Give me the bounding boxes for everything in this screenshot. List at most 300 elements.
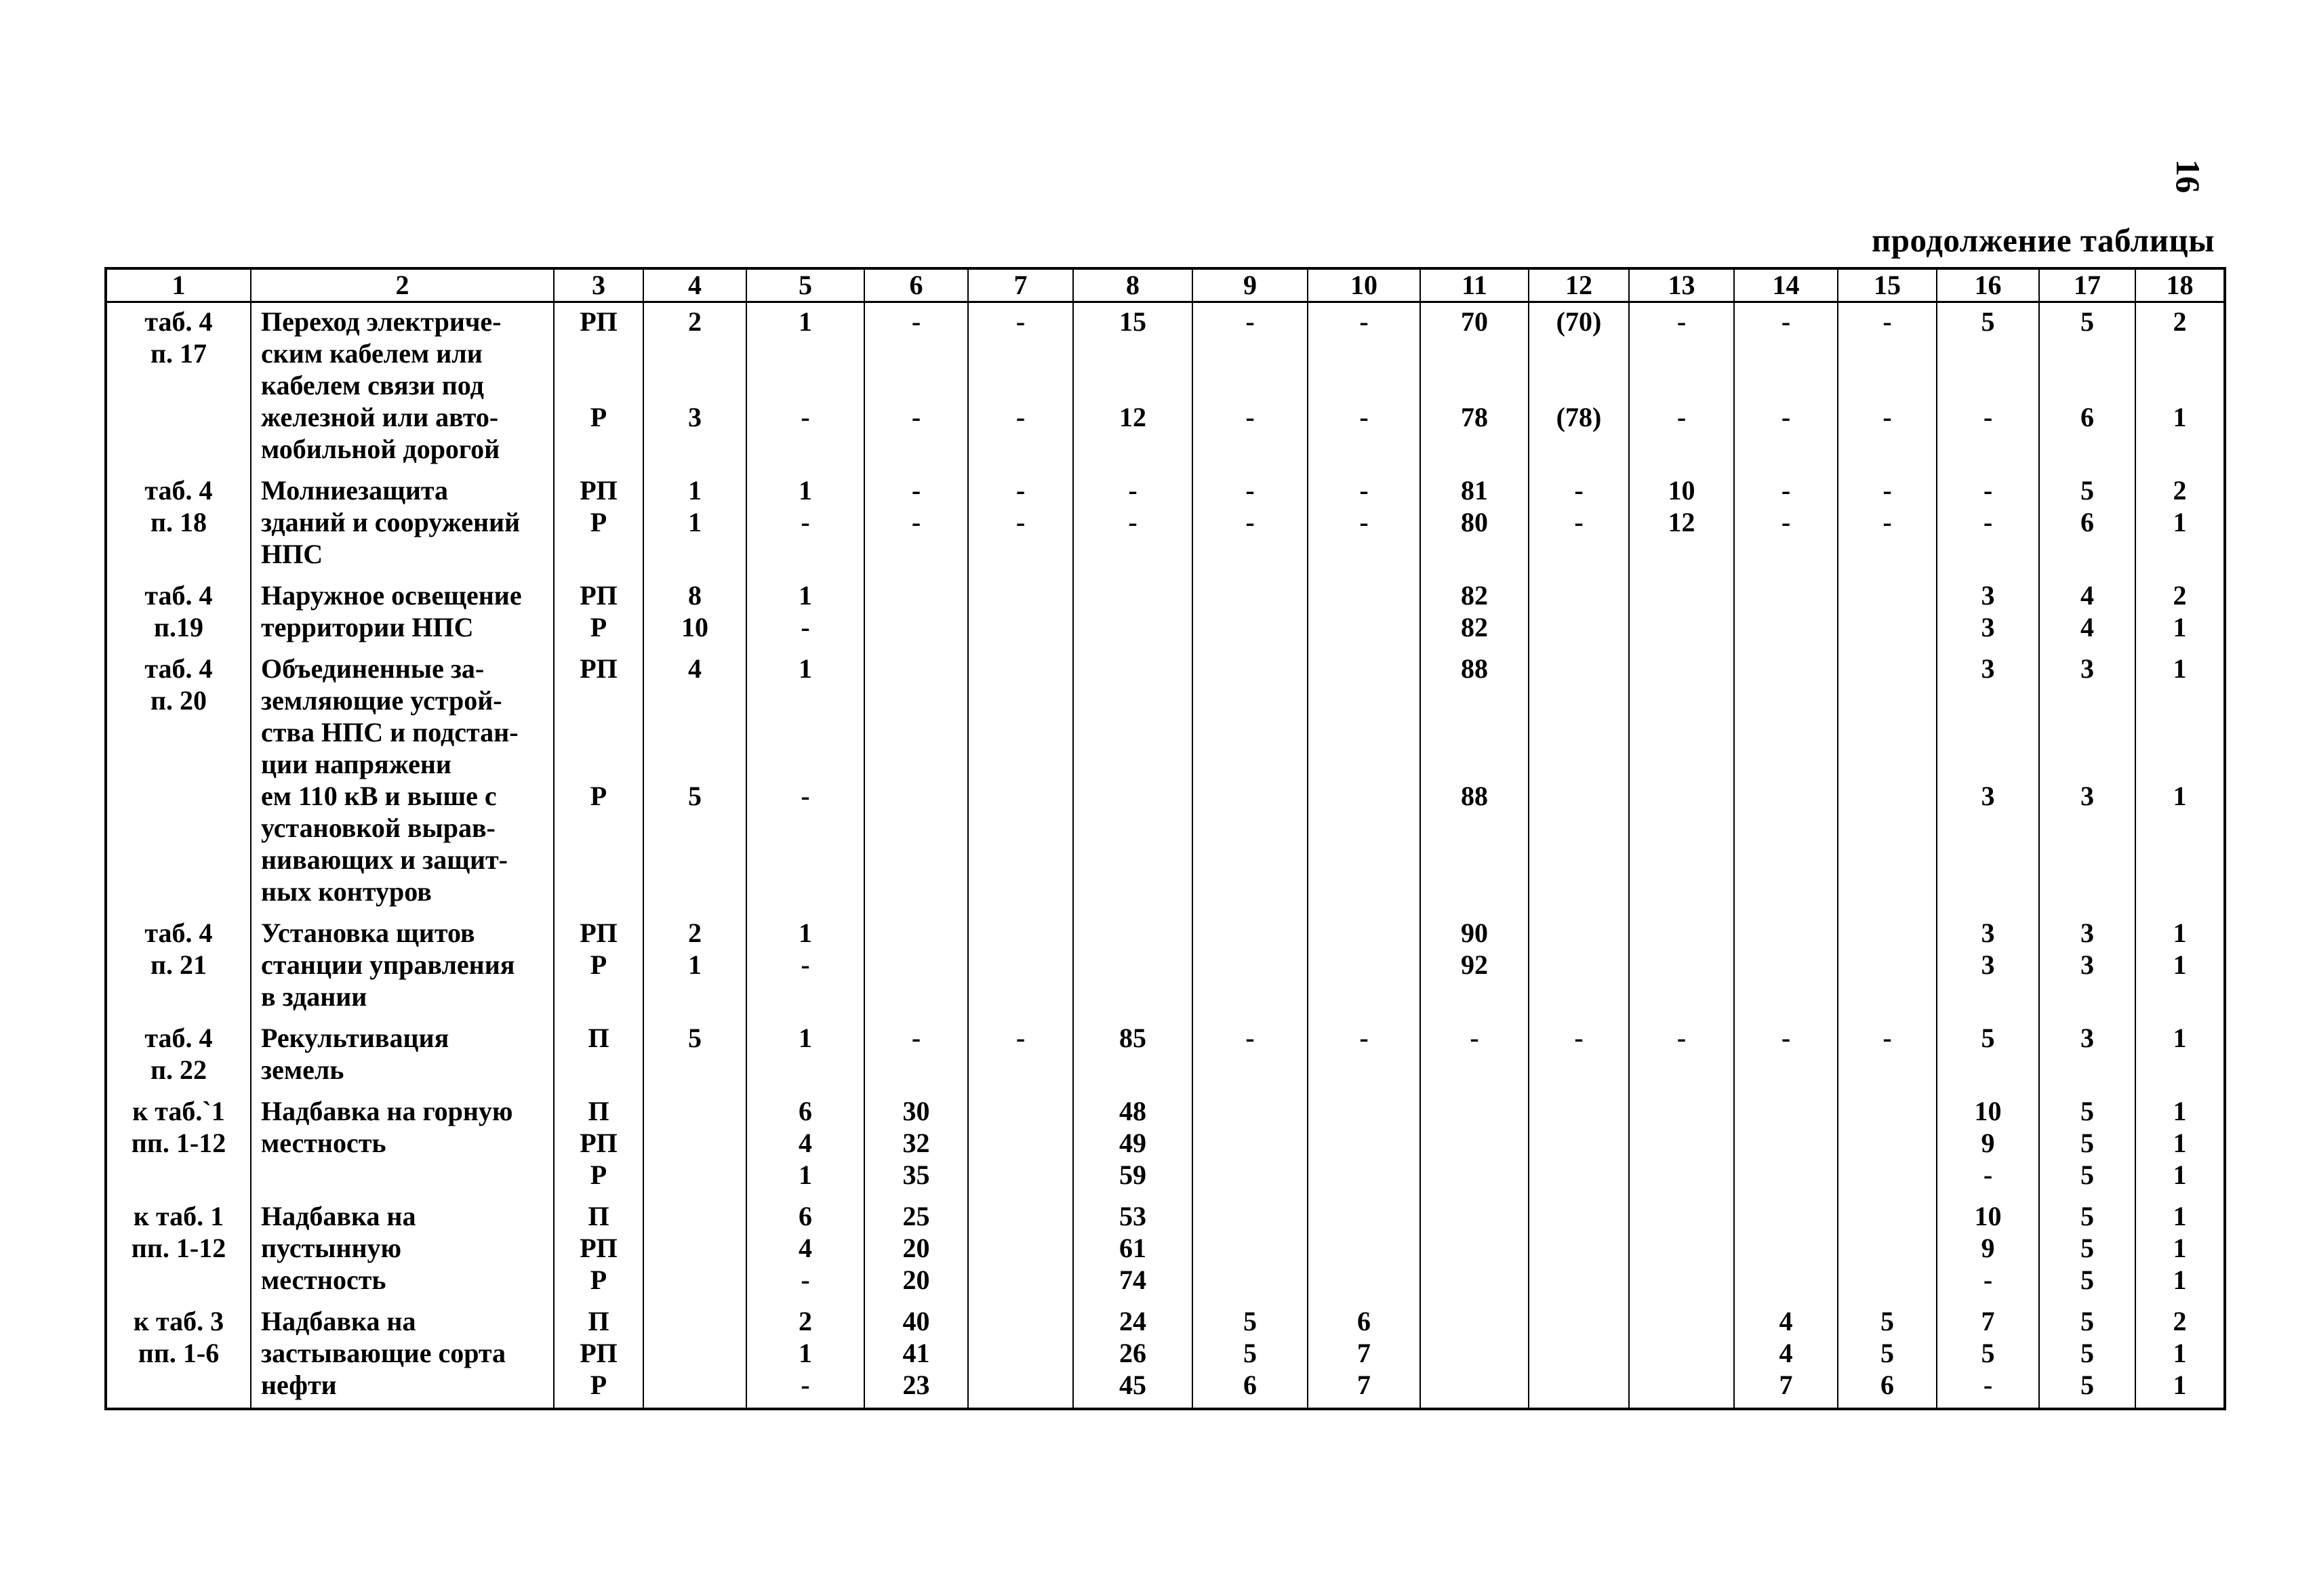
work-name-text: Надбавка на горную местность — [261, 1096, 513, 1158]
table-cell — [1308, 914, 1420, 1019]
table-cell — [1734, 472, 1838, 577]
cell-value: - — [1883, 1023, 1892, 1053]
table-cell — [106, 577, 251, 650]
table-cell — [1192, 1019, 1308, 1092]
table-cell — [746, 1092, 864, 1198]
table-cell — [968, 914, 1073, 1019]
cell-value: 1 - — [799, 475, 812, 537]
table-cell — [1734, 1019, 1838, 1092]
cell-value: 4 5 — [688, 653, 702, 811]
table-cell — [1420, 577, 1529, 650]
work-name-text: Молниезащита зданий и сооружений НПС — [261, 475, 521, 569]
table-cell — [1420, 472, 1529, 577]
table-cell — [643, 650, 746, 914]
table-cell — [1192, 650, 1308, 914]
table-cell — [864, 1198, 968, 1303]
table-cell — [2039, 650, 2135, 914]
reference-text: к таб. 3 пп. 1-6 — [133, 1306, 224, 1368]
cell-value: 15 12 — [1119, 306, 1146, 432]
column-header: 4 — [643, 268, 746, 302]
cell-value: - - — [1015, 306, 1026, 432]
table-cell — [746, 472, 864, 577]
table-cell — [968, 577, 1073, 650]
table-cell — [251, 472, 554, 577]
table-cell — [1192, 1303, 1308, 1409]
table-cell — [2039, 914, 2135, 1019]
table-cell — [1308, 302, 1420, 472]
table-cell — [1073, 1092, 1192, 1198]
cell-value: - — [1781, 1023, 1791, 1053]
table-caption: продолжение таблицы — [1872, 222, 2215, 259]
table-cell — [1629, 302, 1734, 472]
table-cell — [1734, 914, 1838, 1019]
table-cell — [1734, 650, 1838, 914]
table-cell — [1529, 1092, 1629, 1198]
table-cell — [1073, 1019, 1192, 1092]
cell-value: П РП Р — [580, 1306, 618, 1400]
table-cell — [1629, 1198, 1734, 1303]
table-cell — [1734, 1303, 1838, 1409]
work-name-text: Надбавка на пустынную местность — [261, 1201, 416, 1295]
cell-value: РП Р — [580, 653, 618, 811]
table-cell — [1937, 472, 2039, 577]
table-cell — [1529, 577, 1629, 650]
table-cell — [106, 1198, 251, 1303]
cell-value: 85 — [1119, 1023, 1146, 1053]
cell-value: РП Р — [580, 475, 618, 537]
column-header: 7 — [968, 268, 1073, 302]
table-cell — [554, 1092, 643, 1198]
table-cell — [1629, 914, 1734, 1019]
table-cell — [1838, 1198, 1937, 1303]
table-cell — [643, 472, 746, 577]
reference-text: к таб. 1 пп. 1-12 — [131, 1201, 226, 1263]
table-cell — [643, 1303, 746, 1409]
cell-value: 5 6 — [2080, 306, 2094, 432]
cell-value: 1 — [799, 1023, 812, 1053]
table-cell — [1937, 1303, 2039, 1409]
cell-value: 5 6 — [2080, 475, 2094, 537]
table-cell — [1529, 914, 1629, 1019]
table-cell — [746, 1303, 864, 1409]
table-cell — [864, 472, 968, 577]
table-cell — [1308, 650, 1420, 914]
table-cell — [968, 302, 1073, 472]
table-cell — [643, 577, 746, 650]
table-cell — [106, 1019, 251, 1092]
column-header: 16 — [1937, 268, 2039, 302]
table-cell — [1734, 1092, 1838, 1198]
table-cell — [643, 1198, 746, 1303]
table-cell — [1937, 650, 2039, 914]
cell-value: - - — [1245, 306, 1255, 432]
table-cell — [643, 1019, 746, 1092]
table-cell — [1734, 302, 1838, 472]
cell-value: 8 10 — [681, 580, 708, 642]
table-cell — [1308, 577, 1420, 650]
cell-value: 88 88 — [1461, 653, 1488, 811]
cell-value: - - — [911, 475, 921, 537]
table-cell — [2135, 577, 2225, 650]
table-cell — [1529, 472, 1629, 577]
cell-value: - — [1676, 1023, 1687, 1053]
table-cell — [968, 1019, 1073, 1092]
cell-value: РП Р — [580, 918, 618, 980]
cell-value: 10 9 - — [1974, 1096, 2002, 1190]
cell-value: 1 1 — [688, 475, 702, 537]
cell-value: 2 1 — [688, 918, 702, 980]
table-cell — [2135, 1092, 2225, 1198]
cell-value: 5 5 5 — [2080, 1306, 2094, 1400]
column-header: 2 — [251, 268, 554, 302]
cell-value: 2 1 — [2173, 580, 2187, 642]
reference-text: таб. 4 п.19 — [144, 580, 213, 642]
table-cell — [1308, 472, 1420, 577]
table-cell — [2135, 302, 2225, 472]
cell-value: 10 12 — [1668, 475, 1695, 537]
cell-value: 5 5 6 — [1243, 1306, 1257, 1400]
cell-value: РП Р — [580, 580, 618, 642]
cell-value: П РП Р — [580, 1096, 618, 1190]
cell-value: 10 9 - — [1974, 1201, 2002, 1295]
cell-value: 5 - — [1981, 306, 1995, 432]
cell-value: - — [1359, 1023, 1369, 1053]
work-name-text: Рекультивация земель — [261, 1023, 449, 1085]
table-cell — [106, 650, 251, 914]
table-cell — [1838, 1019, 1937, 1092]
table-cell — [106, 914, 251, 1019]
table-cell — [1192, 914, 1308, 1019]
column-header: 11 — [1420, 268, 1529, 302]
column-header: 8 — [1073, 268, 1192, 302]
table-cell — [106, 472, 251, 577]
cell-value: 1 - — [799, 306, 812, 432]
table-row — [106, 302, 2225, 472]
table-cell — [2039, 472, 2135, 577]
table-cell — [1420, 1092, 1529, 1198]
cell-value: 25 20 20 — [902, 1201, 930, 1295]
table-cell — [1420, 1303, 1529, 1409]
table-cell — [2039, 1303, 2135, 1409]
table-cell — [554, 650, 643, 914]
table-cell — [1073, 1303, 1192, 1409]
table-cell — [643, 914, 746, 1019]
table-cell — [1734, 1198, 1838, 1303]
cell-value: 5 — [1981, 1023, 1995, 1053]
table-cell — [251, 1303, 554, 1409]
table-cell — [1838, 577, 1937, 650]
table-cell — [1073, 302, 1192, 472]
cell-value: 4 4 — [2080, 580, 2094, 642]
table-cell — [1529, 1019, 1629, 1092]
table-cell — [1937, 1092, 2039, 1198]
cell-value: - — [1245, 1023, 1255, 1053]
work-name-text: Установка щитов станции управления в здании — [261, 918, 515, 1012]
reference-text: таб. 4 п. 22 — [144, 1023, 213, 1085]
cell-value: - - — [911, 306, 921, 432]
table-row — [106, 1092, 2225, 1198]
table-cell — [1308, 1303, 1420, 1409]
data-table — [104, 267, 2226, 1410]
table-cell — [1629, 650, 1734, 914]
table-cell — [746, 577, 864, 650]
table-cell — [2039, 1019, 2135, 1092]
table-cell — [1629, 577, 1734, 650]
table-cell — [1073, 577, 1192, 650]
cell-value: 3 3 — [1981, 918, 1995, 980]
cell-value: 5 — [688, 1023, 702, 1053]
page-number: 16 — [2169, 159, 2207, 193]
cell-value: 2 1 — [2173, 306, 2187, 432]
reference-text: таб. 4 п. 18 — [144, 475, 213, 537]
reference-text: к таб.`1 пп. 1-12 — [131, 1096, 226, 1158]
table-cell — [2039, 302, 2135, 472]
cell-value: - - — [1883, 306, 1892, 432]
table-cell — [746, 1198, 864, 1303]
table-cell — [864, 1092, 968, 1198]
table-cell — [968, 1303, 1073, 1409]
cell-value: - - — [1574, 475, 1584, 537]
table-cell — [1192, 1092, 1308, 1198]
table-cell — [1529, 1198, 1629, 1303]
table-cell — [1838, 650, 1937, 914]
cell-value: 6 7 7 — [1357, 1306, 1371, 1400]
table-cell — [1937, 302, 2039, 472]
column-header: 17 — [2039, 268, 2135, 302]
table-cell — [106, 1303, 251, 1409]
table-cell — [1073, 650, 1192, 914]
table-cell — [251, 1198, 554, 1303]
cell-value: - - — [1359, 475, 1369, 537]
table-cell — [1838, 302, 1937, 472]
table-cell — [1838, 914, 1937, 1019]
table-cell — [1937, 1198, 2039, 1303]
cell-value: 3 3 — [2080, 653, 2094, 811]
cell-value: 53 61 74 — [1119, 1201, 1146, 1295]
table-cell — [2135, 1198, 2225, 1303]
cell-value: 40 41 23 — [902, 1306, 930, 1400]
table-cell — [2039, 1092, 2135, 1198]
table-cell — [1734, 577, 1838, 650]
cell-value: - — [1015, 1023, 1026, 1053]
cell-value: 3 3 — [1981, 653, 1995, 811]
table-cell — [1629, 1092, 1734, 1198]
table-cell — [864, 914, 968, 1019]
column-header: 15 — [1838, 268, 1937, 302]
column-header: 10 — [1308, 268, 1420, 302]
table-cell — [1192, 302, 1308, 472]
cell-value: (70) (78) — [1556, 306, 1602, 432]
table-body — [106, 302, 2225, 1410]
cell-value: 48 49 59 — [1119, 1096, 1146, 1190]
cell-value: 2 1 — [2173, 475, 2187, 537]
cell-value: - - — [1359, 306, 1369, 432]
table-cell — [1308, 1092, 1420, 1198]
table-cell — [251, 650, 554, 914]
table-cell — [2039, 1198, 2135, 1303]
table-cell — [1192, 472, 1308, 577]
cell-value: 2 1 1 — [2173, 1306, 2187, 1400]
table-cell — [864, 302, 968, 472]
table-cell — [1529, 302, 1629, 472]
column-header: 13 — [1629, 268, 1734, 302]
table-cell — [1937, 914, 2039, 1019]
table-cell — [968, 1198, 1073, 1303]
table-cell — [251, 914, 554, 1019]
work-name-text: Объединенные за- земляющие устрой- ства НПС и подстан- ции напряжени ем 110 кВ и выше с установкой вырав- нивающих и защит- ных контуров — [261, 653, 519, 907]
table-cell — [2135, 472, 2225, 577]
table-cell — [1192, 577, 1308, 650]
table-cell — [746, 1019, 864, 1092]
table-cell — [1838, 472, 1937, 577]
table-cell — [251, 1019, 554, 1092]
cell-value: - - — [1781, 475, 1791, 537]
cell-value: 4 4 7 — [1779, 1306, 1793, 1400]
table-row — [106, 1303, 2225, 1409]
reference-text: таб. 4 п. 20 — [144, 653, 213, 716]
cell-value: 70 78 — [1461, 306, 1488, 432]
table-cell — [2135, 914, 2225, 1019]
cell-value: 1 - — [799, 653, 812, 811]
cell-value: - — [911, 1023, 921, 1053]
table-row — [106, 650, 2225, 914]
table-cell — [746, 914, 864, 1019]
cell-value: - - — [1676, 306, 1687, 432]
cell-value: 2 1 - — [799, 1306, 812, 1400]
table-cell — [2039, 577, 2135, 650]
cell-value: П РП Р — [580, 1201, 618, 1295]
cell-value: РП Р — [580, 306, 618, 432]
cell-value: 2 3 — [688, 306, 702, 432]
table-cell — [1308, 1019, 1420, 1092]
table-cell — [1838, 1303, 1937, 1409]
column-header: 1 — [106, 268, 251, 302]
column-header: 3 — [554, 268, 643, 302]
table-row — [106, 1019, 2225, 1092]
cell-value: - - — [1015, 475, 1026, 537]
table-row — [106, 1198, 2225, 1303]
table-cell — [1192, 1198, 1308, 1303]
table-cell — [1937, 577, 2039, 650]
table-cell — [554, 1303, 643, 1409]
cell-value: 1 1 — [2173, 918, 2187, 980]
cell-value: 82 82 — [1461, 580, 1488, 642]
table-cell — [554, 302, 643, 472]
cell-value: 90 92 — [1461, 918, 1488, 980]
column-header: 14 — [1734, 268, 1838, 302]
table-cell — [968, 472, 1073, 577]
cell-value: 5 5 5 — [2080, 1096, 2094, 1190]
table-cell — [251, 1092, 554, 1198]
cell-value: 3 3 — [2080, 918, 2094, 980]
work-name-text: Наружное освещение территории НПС — [261, 580, 522, 642]
reference-text: таб. 4 п. 21 — [144, 918, 213, 980]
cell-value: 5 5 5 — [2080, 1201, 2094, 1295]
column-header: 5 — [746, 268, 864, 302]
table-cell — [1073, 1198, 1192, 1303]
column-header: 6 — [864, 268, 968, 302]
table-cell — [864, 650, 968, 914]
table-cell — [1629, 472, 1734, 577]
cell-value: 1 — [2173, 1023, 2187, 1053]
table-cell — [643, 302, 746, 472]
cell-value: - — [1470, 1023, 1479, 1053]
cell-value: 24 26 45 — [1119, 1306, 1146, 1400]
table-cell — [554, 1019, 643, 1092]
cell-value: - - — [1781, 306, 1791, 432]
work-name-text: Переход электриче- ским кабелем или кабелем связи под железной или авто- мобильной дорогой — [261, 306, 502, 464]
cell-value: 3 3 — [1981, 580, 1995, 642]
table-cell — [1073, 472, 1192, 577]
table-cell — [2135, 1303, 2225, 1409]
table-cell — [2135, 650, 2225, 914]
table-cell — [1529, 1303, 1629, 1409]
cell-value: 30 32 35 — [902, 1096, 930, 1190]
cell-value: - — [1574, 1023, 1584, 1053]
table-cell — [1420, 650, 1529, 914]
work-name-text: Надбавка на застывающие сорта нефти — [261, 1306, 506, 1400]
table-cell — [2135, 1019, 2225, 1092]
cell-value: 5 5 6 — [1880, 1306, 1894, 1400]
column-header: 12 — [1529, 268, 1629, 302]
cell-value: 6 4 - — [799, 1201, 812, 1295]
cell-value: 1 1 1 — [2173, 1201, 2187, 1295]
table-cell — [106, 1092, 251, 1198]
table-cell — [968, 650, 1073, 914]
cell-value: 7 5 - — [1981, 1306, 1995, 1400]
table-row — [106, 914, 2225, 1019]
table-row — [106, 577, 2225, 650]
cell-value: - - — [1883, 475, 1892, 537]
column-number-row — [106, 268, 2225, 302]
table-cell — [1420, 1019, 1529, 1092]
cell-value: - - — [1128, 475, 1138, 537]
table-cell — [864, 1303, 968, 1409]
table-cell — [864, 1019, 968, 1092]
cell-value: 1 - — [799, 918, 812, 980]
cell-value: 1 1 1 — [2173, 1096, 2187, 1190]
cell-value: 1 1 — [2173, 653, 2187, 811]
table-cell — [1420, 914, 1529, 1019]
table-cell — [1073, 914, 1192, 1019]
table-cell — [1937, 1019, 2039, 1092]
table-cell — [1529, 650, 1629, 914]
table-cell — [554, 577, 643, 650]
cell-value: 1 - — [799, 580, 812, 642]
column-header: 9 — [1192, 268, 1308, 302]
cell-value: 81 80 — [1461, 475, 1488, 537]
table-cell — [968, 1092, 1073, 1198]
table-cell — [251, 302, 554, 472]
reference-text: таб. 4 п. 17 — [144, 306, 213, 369]
table-cell — [643, 1092, 746, 1198]
table-cell — [554, 1198, 643, 1303]
table-cell — [1420, 1198, 1529, 1303]
table-cell — [1838, 1092, 1937, 1198]
table-cell — [554, 914, 643, 1019]
table-cell — [1629, 1019, 1734, 1092]
table-cell — [1308, 1198, 1420, 1303]
table-cell — [251, 577, 554, 650]
table-cell — [1420, 302, 1529, 472]
cell-value: П — [588, 1023, 609, 1053]
table-cell — [554, 472, 643, 577]
table-cell — [1629, 1303, 1734, 1409]
column-header: 18 — [2135, 268, 2225, 302]
table-cell — [864, 577, 968, 650]
table-cell — [746, 650, 864, 914]
cell-value: 6 4 1 — [799, 1096, 812, 1190]
